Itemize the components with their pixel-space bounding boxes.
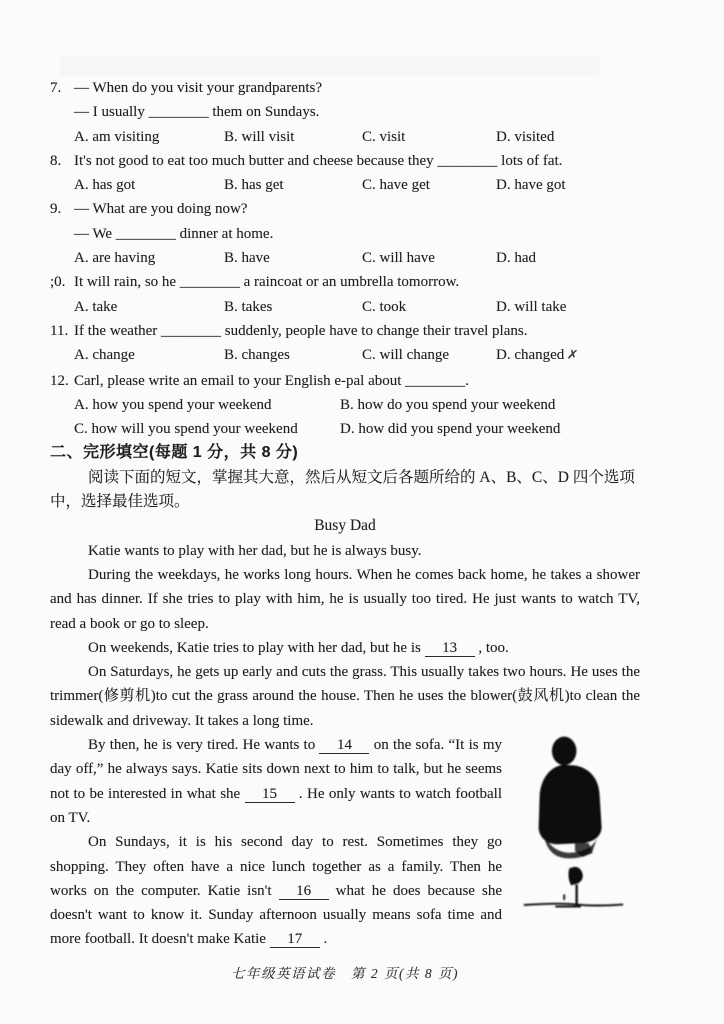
question-text: It's not good to eat too much butter and cheese because they ________ lots of fat. bbox=[74, 152, 563, 169]
passage-paragraph-4: On Saturdays, he gets up early and cuts the grass. This usually takes two hours. He uses the trimmer(修剪机)to cut the grass around the house. Then he uses the blower(鼓风机)to clean the sidewalk and driveway. It takes a long time. bbox=[50, 664, 640, 729]
passage-paragraph-2: During the weekdays, he works long hours. When he comes back home, he takes a shower and has dinner. If she tries to play with him, he is usually too tired. He just wants to watch TV, read a book or go to sleep. bbox=[50, 566, 640, 632]
man-silhouette-illustration bbox=[520, 735, 628, 917]
option-c: C. will have bbox=[362, 250, 435, 267]
question-line bbox=[50, 197, 640, 221]
option-d: D. have got bbox=[496, 177, 566, 194]
option-b: B. will visit bbox=[224, 128, 295, 145]
option-b: B. how do you spend your weekend bbox=[340, 396, 556, 413]
options-row bbox=[50, 393, 640, 417]
cloze-blank: 13 bbox=[425, 640, 475, 657]
question-7 bbox=[50, 76, 640, 149]
options-row bbox=[50, 343, 640, 368]
options-row bbox=[50, 246, 640, 270]
man-silhouette-figure bbox=[508, 735, 640, 919]
option-b: B. takes bbox=[224, 298, 273, 315]
question-text: — What are you doing now? bbox=[74, 201, 248, 218]
options-row bbox=[50, 173, 640, 197]
handwritten-x-mark: ✗ bbox=[566, 347, 580, 364]
option-d: D. had bbox=[496, 250, 536, 267]
question-text: Carl, please write an email to your English e-pal about ________. bbox=[74, 372, 469, 389]
question-line bbox=[50, 270, 640, 294]
option-a: A. how you spend your weekend bbox=[74, 396, 272, 413]
cloze-instructions: 阅读下面的短文，掌握其大意，然后从短文后各题所给的 A、B、C、D 四个选项中，选择最佳选项。 bbox=[50, 468, 635, 511]
question-number: 8. bbox=[50, 152, 62, 169]
option-c: C. visit bbox=[362, 128, 406, 145]
options-row bbox=[50, 125, 640, 149]
option-b: B. have bbox=[224, 250, 270, 267]
options-row bbox=[50, 295, 640, 319]
cloze-blank: 15 bbox=[245, 786, 295, 803]
option-d bbox=[496, 343, 640, 368]
option-d-text: D. changed bbox=[496, 347, 565, 364]
option-c: C. will change bbox=[362, 347, 450, 364]
question-11 bbox=[50, 319, 640, 369]
question-line bbox=[50, 149, 640, 173]
question-line bbox=[50, 76, 640, 100]
question-line: — I usually ________ them on Sundays. bbox=[74, 104, 320, 121]
options-row bbox=[50, 417, 640, 441]
question-10 bbox=[50, 270, 640, 319]
passage-paragraph-6: On Sundays, it is his second day to rest. Sometimes they go shopping. They often have a nice lunch together as a family. Then he works on the computer. Katie isn't 16 what he does because she doesn't want to know it. Sunday afternoon usually means sofa time and more football. It doesn't make Katie 17 . bbox=[50, 834, 502, 948]
question-line bbox=[50, 319, 640, 343]
option-d: D. how did you spend your weekend bbox=[340, 421, 561, 438]
option-a: A. am visiting bbox=[74, 128, 160, 145]
question-text: — When do you visit your grandparents? bbox=[74, 80, 323, 96]
question-8 bbox=[50, 149, 640, 198]
option-a: A. has got bbox=[74, 177, 136, 194]
question-9 bbox=[50, 197, 640, 270]
option-b: B. changes bbox=[224, 347, 290, 364]
question-number: 9. bbox=[50, 201, 62, 218]
cloze-blank: 14 bbox=[319, 737, 369, 754]
cloze-blank: 17 bbox=[270, 931, 320, 948]
question-number: 12. bbox=[50, 372, 69, 389]
cloze-section-heading: 二、完形填空(每题 1 分，共 8 分) bbox=[50, 444, 299, 462]
question-number: 7. bbox=[50, 80, 62, 96]
option-a: A. change bbox=[74, 347, 135, 364]
question-line bbox=[50, 369, 640, 393]
option-b: B. has get bbox=[224, 177, 284, 194]
passage-title: Busy Dad bbox=[314, 517, 376, 535]
cloze-blank: 16 bbox=[279, 883, 329, 900]
question-line: — We ________ dinner at home. bbox=[74, 225, 274, 242]
page-footer: 七年级英语试卷 第 2 页(共 8 页) bbox=[231, 965, 459, 981]
passage-paragraph-5: By then, he is very tired. He wants to 14 on the sofa. “It is my day off,” he always says. Katie sits down next to him to talk, but he seems not to be interested in what she 15 . He only wants to watch football on TV. bbox=[50, 737, 503, 826]
option-d: D. visited bbox=[496, 128, 555, 145]
question-text: It will rain, so he ________ a raincoat or an umbrella tomorrow. bbox=[74, 274, 460, 291]
option-c: C. took bbox=[362, 298, 407, 315]
option-a: A. are having bbox=[74, 250, 156, 267]
passage-paragraph-3: On weekends, Katie tries to play with her dad, but he is 13 , too. bbox=[88, 639, 509, 656]
question-12 bbox=[50, 369, 640, 442]
passage-paragraph-1: Katie wants to play with her dad, but he is always busy. bbox=[88, 542, 422, 559]
question-number: 11. bbox=[50, 322, 69, 339]
question-number: ;0. bbox=[50, 274, 66, 291]
option-c: C. how will you spend your weekend bbox=[74, 421, 298, 438]
option-a: A. take bbox=[74, 298, 118, 315]
question-text: If the weather ________ suddenly, people have to change their travel plans. bbox=[74, 322, 528, 339]
scan-artifact bbox=[60, 56, 600, 76]
option-d: D. will take bbox=[496, 298, 567, 315]
option-c: C. have get bbox=[362, 177, 430, 194]
